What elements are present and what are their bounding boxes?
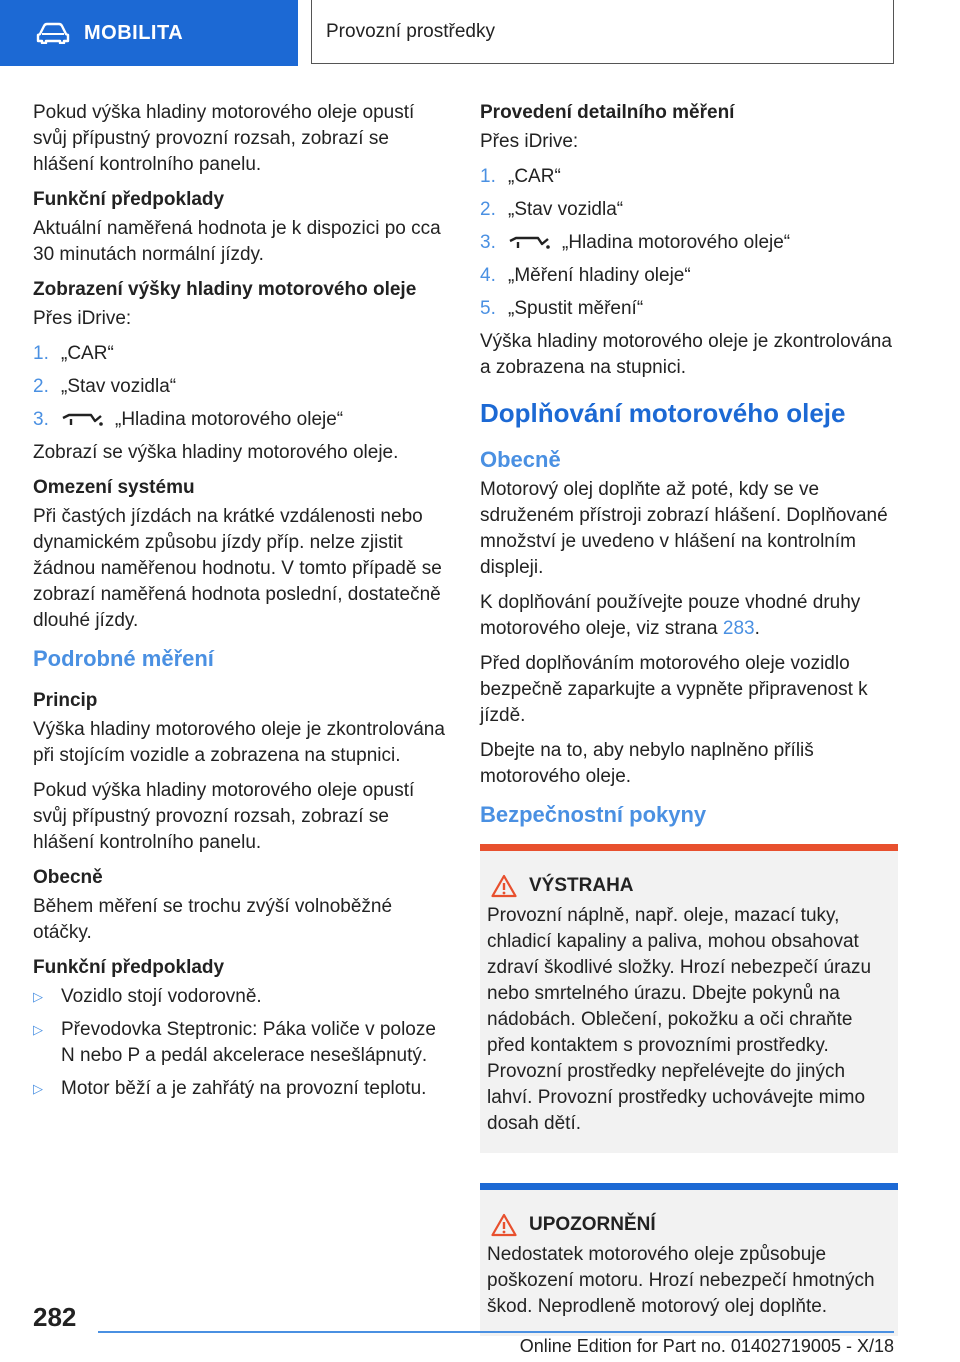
- paragraph: Zobrazí se výška hladiny motorového oleje.: [33, 442, 399, 463]
- step-list: [480, 164, 898, 322]
- section-heading: Podrobné měření: [33, 646, 214, 671]
- subheading: Omezení systému: [33, 477, 195, 498]
- bullet-list: [33, 984, 451, 1102]
- list-item: 4. „Měření hladiny oleje“: [480, 265, 691, 286]
- list-item: ▷ Vozidlo stojí vodorovně.: [33, 984, 451, 1010]
- list-item: 3. „Hladina motorového oleje“: [33, 409, 344, 430]
- paragraph: Aktuální naměřená hodnota je k dispozici po cca 30 minutách normální jízdy.: [33, 218, 441, 265]
- subheading: Funkční předpoklady: [33, 957, 225, 978]
- paragraph: Výška hladiny motorového oleje je zkontrolována při stojícím vozidle a zobrazena na stupnici.: [33, 719, 445, 766]
- triangle-bullet-icon: ▷: [33, 989, 43, 1004]
- list-item: 2. „Stav vozidla“: [480, 199, 624, 220]
- page-title: Provozní prostředky: [311, 0, 894, 64]
- footer-divider: [98, 1331, 894, 1333]
- paragraph: Motorový olej doplňte až poté, kdy se ve sdruženém přístroji zobrazí hlášení. Doplňované množství je uvedeno v hlášení na kontrolním displeji.: [480, 479, 888, 578]
- car-icon: [36, 22, 70, 44]
- warning-triangle-icon: [491, 874, 517, 898]
- paragraph: Pokud výška hladiny motorového oleje opustí svůj přípustný provozní rozsah, zobrazí se hlášení kontrolního panelu.: [33, 780, 415, 853]
- subheading: Obecně: [33, 867, 103, 888]
- warning-title: VÝSTRAHA: [529, 875, 634, 896]
- list-item: ▷ Motor běží a je zahřátý na provozní teplotu.: [33, 1076, 451, 1102]
- notice-box: [480, 1183, 898, 1336]
- paragraph: Během měření se trochu zvýší volnoběžné otáčky.: [33, 896, 393, 943]
- list-item: 3. „Hladina motorového oleje“: [480, 232, 791, 253]
- triangle-bullet-icon: ▷: [33, 1022, 43, 1037]
- list-item: 1. „CAR“: [480, 166, 561, 187]
- list-item: 5. „Spustit měření“: [480, 298, 644, 319]
- paragraph: Před doplňováním motorového oleje vozidlo bezpečně zaparkujte a vypněte připravenost k jízdě.: [480, 653, 868, 726]
- step-list: [33, 341, 451, 433]
- footer-edition: Online Edition for Part no. 01402719005 - X/18: [519, 1336, 894, 1356]
- oil-dipstick-icon: [508, 235, 550, 251]
- paragraph: Přes iDrive:: [480, 131, 579, 152]
- paragraph: K doplňování používejte pouze vhodné druhy motorového oleje, viz strana 283.: [480, 592, 861, 639]
- page-link[interactable]: 283: [722, 618, 755, 639]
- right-column: [480, 100, 898, 1336]
- left-column: [33, 100, 451, 1109]
- list-item: 2. „Stav vozidla“: [33, 376, 177, 397]
- warning-box: [480, 844, 898, 1153]
- warning-triangle-icon: [491, 1213, 517, 1237]
- warning-text: Provozní náplně, např. oleje, mazací tuky, chladicí kapaliny a paliva, mohou obsahovat zdraví škodlivé složky. Hrozí nebezpečí úrazu nebo smrtelného úrazu. Dbejte pokynů na nádobách. Oblečení, pokožku a oči chraňte před kontaktem s provozními prostředky. Provozní prostředky nepřelévejte do jiných lahví. Provozní prostředky uchovávejte mimo dosah dětí.: [487, 905, 872, 1134]
- chapter-heading: Doplňování motorového oleje: [480, 398, 846, 428]
- subheading: Zobrazení výšky hladiny motorového oleje: [33, 279, 417, 300]
- section-tab-label: MOBILITA: [84, 21, 184, 44]
- paragraph: Při častých jízdách na krátké vzdálenosti nebo dynamickém způsobu jízdy příp. nelze zjistit žádnou naměřenou hodnotu. V tomto případě se zobrazí naměřená hodnota poslední, dostatečně dlouhé jízdy.: [33, 506, 442, 631]
- list-item: ▷ Převodovka Steptronic: Páka voliče v poloze N nebo P a pedál akcelerace nesešlápnutý.: [33, 1017, 451, 1069]
- subheading: Provedení detailního měření: [480, 102, 735, 123]
- section-heading: Obecně: [480, 447, 561, 472]
- page-number: 282: [33, 1302, 77, 1332]
- list-item: 1. „CAR“: [33, 343, 114, 364]
- paragraph: Pokud výška hladiny motorového oleje opustí svůj přípustný provozní rozsah, zobrazí se hlášení kontrolního panelu.: [33, 102, 415, 175]
- oil-dipstick-icon: [61, 412, 103, 428]
- paragraph: Přes iDrive:: [33, 308, 132, 329]
- section-tab[interactable]: [0, 0, 298, 66]
- subheading: Princip: [33, 690, 98, 711]
- notice-title: UPOZORNĚNÍ: [529, 1214, 656, 1235]
- notice-text: Nedostatek motorového oleje způsobuje poškození motoru. Hrozí nebezpečí hmotných škod. Neprodleně motorový olej doplňte.: [487, 1244, 875, 1317]
- triangle-bullet-icon: ▷: [33, 1081, 43, 1096]
- paragraph: Výška hladiny motorového oleje je zkontrolována a zobrazena na stupnici.: [480, 331, 892, 378]
- section-heading: Bezpečnostní pokyny: [480, 802, 707, 827]
- paragraph: Dbejte na to, aby nebylo naplněno příliš motorového oleje.: [480, 740, 814, 787]
- subheading: Funkční předpoklady: [33, 189, 225, 210]
